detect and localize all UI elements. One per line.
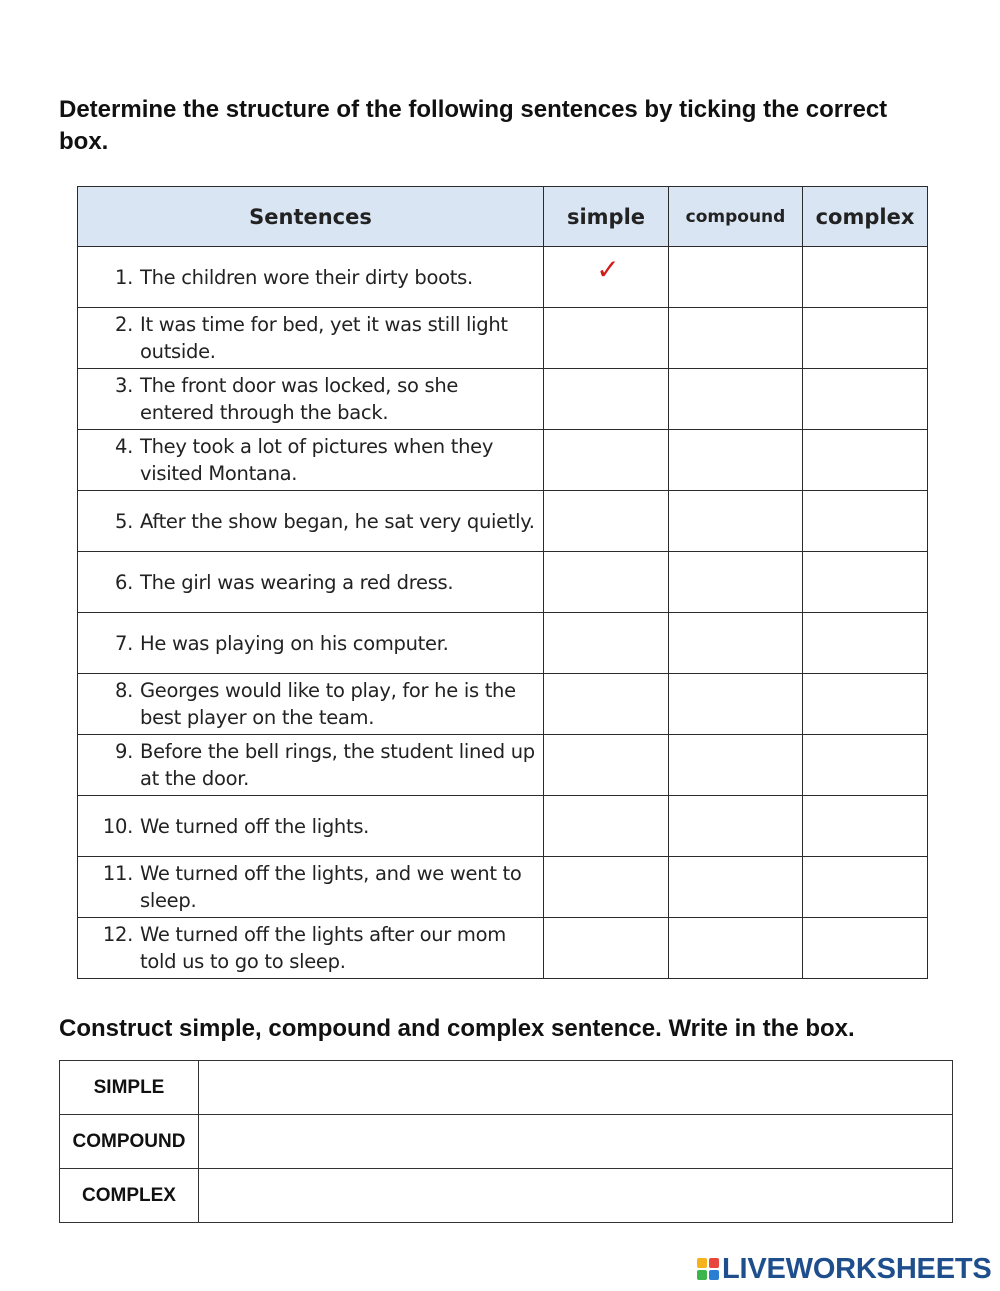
checkbox-complex[interactable] xyxy=(803,796,928,857)
table-row xyxy=(78,796,928,857)
checkbox-compound[interactable] xyxy=(669,369,803,430)
sentence-number: 10. xyxy=(102,814,133,838)
header-compound: compound xyxy=(669,187,803,247)
sentence-cell xyxy=(78,491,544,552)
checkbox-simple[interactable] xyxy=(544,613,669,674)
sentence-number: 6. xyxy=(114,570,133,594)
logo-block xyxy=(709,1258,719,1268)
checkmark-icon: ✓ xyxy=(596,253,620,286)
checkbox-complex[interactable] xyxy=(803,674,928,735)
sentence-content xyxy=(78,677,543,731)
write-sentences-table xyxy=(59,1060,953,1223)
sentence-content xyxy=(78,813,543,840)
sentence-text: He was playing on his computer. xyxy=(140,631,449,655)
table-row xyxy=(78,613,928,674)
checkbox-simple[interactable] xyxy=(544,247,669,308)
checkbox-simple[interactable] xyxy=(544,552,669,613)
sentence-number: 9. xyxy=(114,740,133,763)
sentence-number: 5. xyxy=(114,509,133,533)
sentence-text: Before the bell rings, the student lined up at the door. xyxy=(140,740,535,790)
sentence-number: 12. xyxy=(102,923,133,946)
table-row xyxy=(78,857,928,918)
checkbox-complex[interactable] xyxy=(803,491,928,552)
table-row xyxy=(78,491,928,552)
sentence-text: We turned off the lights. xyxy=(140,814,370,838)
checkbox-complex[interactable] xyxy=(803,857,928,918)
write-row-complex xyxy=(60,1169,953,1223)
table-row xyxy=(78,735,928,796)
checkbox-complex[interactable] xyxy=(803,308,928,369)
sentence-text: They took a lot of pictures when they visited Montana. xyxy=(140,435,494,485)
checkbox-compound[interactable] xyxy=(669,491,803,552)
table-row xyxy=(78,918,928,979)
sentence-cell xyxy=(78,369,544,430)
liveworksheets-logo xyxy=(697,1252,992,1286)
sentence-number: 11. xyxy=(102,862,133,885)
sentence-content xyxy=(78,508,543,535)
sentence-text: The girl was wearing a red dress. xyxy=(140,570,454,594)
checkbox-complex[interactable] xyxy=(803,918,928,979)
checkbox-compound[interactable] xyxy=(669,613,803,674)
sentence-cell xyxy=(78,918,544,979)
sentence-cell xyxy=(78,552,544,613)
sentence-cell xyxy=(78,796,544,857)
header-complex: complex xyxy=(803,187,928,247)
sentence-cell xyxy=(78,613,544,674)
sentence-content xyxy=(78,630,543,657)
checkbox-simple[interactable] xyxy=(544,308,669,369)
sentence-content xyxy=(78,311,543,365)
label-complex: COMPLEX xyxy=(60,1169,199,1223)
logo-block xyxy=(697,1270,707,1280)
sentence-cell xyxy=(78,735,544,796)
sentence-number: 8. xyxy=(114,679,133,702)
sentence-content xyxy=(78,372,543,426)
sentence-cell xyxy=(78,247,544,308)
sentence-cell xyxy=(78,857,544,918)
sentence-text: Georges would like to play, for he is the best player on the team. xyxy=(140,679,516,729)
sentence-text: It was time for bed, yet it was still light outside. xyxy=(140,313,508,363)
table-header-row xyxy=(78,187,928,247)
checkbox-simple[interactable] xyxy=(544,491,669,552)
checkbox-compound[interactable] xyxy=(669,308,803,369)
answer-box-simple[interactable] xyxy=(199,1061,953,1115)
checkbox-compound[interactable] xyxy=(669,796,803,857)
sentence-content xyxy=(78,264,543,291)
sentence-text: The children wore their dirty boots. xyxy=(140,265,473,289)
checkbox-complex[interactable] xyxy=(803,247,928,308)
sentence-cell xyxy=(78,308,544,369)
sentence-text: We turned off the lights, and we went to sleep. xyxy=(140,862,522,912)
header-sentences: Sentences xyxy=(78,187,544,247)
checkbox-simple[interactable] xyxy=(544,430,669,491)
checkbox-simple[interactable] xyxy=(544,918,669,979)
sentence-content xyxy=(78,921,543,975)
checkbox-simple[interactable] xyxy=(544,735,669,796)
checkbox-complex[interactable] xyxy=(803,552,928,613)
instruction-part2: Construct simple, compound and complex sentence. Write in the box. xyxy=(59,1015,855,1042)
logo-block xyxy=(709,1270,719,1280)
checkbox-compound[interactable] xyxy=(669,674,803,735)
sentence-cell xyxy=(78,674,544,735)
sentence-content xyxy=(78,860,543,914)
checkbox-complex[interactable] xyxy=(803,735,928,796)
instruction-part1: Determine the structure of the following sentences by ticking the correct box. xyxy=(59,96,888,155)
header-simple: simple xyxy=(544,187,669,247)
checkbox-compound[interactable] xyxy=(669,918,803,979)
sentence-text: After the show began, he sat very quietly. xyxy=(140,509,535,533)
write-row-compound xyxy=(60,1115,953,1169)
write-row-simple xyxy=(60,1061,953,1115)
checkbox-complex[interactable] xyxy=(803,430,928,491)
checkbox-complex[interactable] xyxy=(803,613,928,674)
table-row xyxy=(78,369,928,430)
table-row xyxy=(78,552,928,613)
logo-block xyxy=(697,1258,707,1268)
checkbox-compound[interactable] xyxy=(669,247,803,308)
checkbox-simple[interactable] xyxy=(544,857,669,918)
sentence-text: We turned off the lights after our mom told us to go to sleep. xyxy=(140,923,506,973)
answer-box-complex[interactable] xyxy=(199,1169,953,1223)
checkbox-simple[interactable] xyxy=(544,674,669,735)
checkbox-compound[interactable] xyxy=(669,430,803,491)
label-simple: SIMPLE xyxy=(60,1061,199,1115)
checkbox-compound[interactable] xyxy=(669,857,803,918)
sentence-number: 1. xyxy=(114,265,133,289)
logo-text: LIVEWORKSHEETS xyxy=(722,1252,992,1285)
checkbox-compound[interactable] xyxy=(669,552,803,613)
sentence-content xyxy=(78,569,543,596)
sentence-number: 4. xyxy=(114,435,133,458)
table-row xyxy=(78,247,928,308)
sentence-cell xyxy=(78,430,544,491)
sentence-number: 7. xyxy=(114,631,133,655)
table-row xyxy=(78,430,928,491)
checkbox-compound[interactable] xyxy=(669,735,803,796)
sentence-number: 2. xyxy=(114,313,133,336)
answer-box-compound[interactable] xyxy=(199,1115,953,1169)
table-row xyxy=(78,674,928,735)
checkbox-simple[interactable] xyxy=(544,369,669,430)
logo-blocks-icon xyxy=(697,1258,719,1280)
sentence-structure-table xyxy=(77,186,928,979)
table-row xyxy=(78,308,928,369)
checkbox-complex[interactable] xyxy=(803,369,928,430)
sentence-number: 3. xyxy=(114,374,133,397)
sentence-content xyxy=(78,738,543,792)
label-compound: COMPOUND xyxy=(60,1115,199,1169)
sentence-text: The front door was locked, so she entered through the back. xyxy=(140,374,459,424)
checkbox-simple[interactable] xyxy=(544,796,669,857)
sentence-content xyxy=(78,433,543,487)
